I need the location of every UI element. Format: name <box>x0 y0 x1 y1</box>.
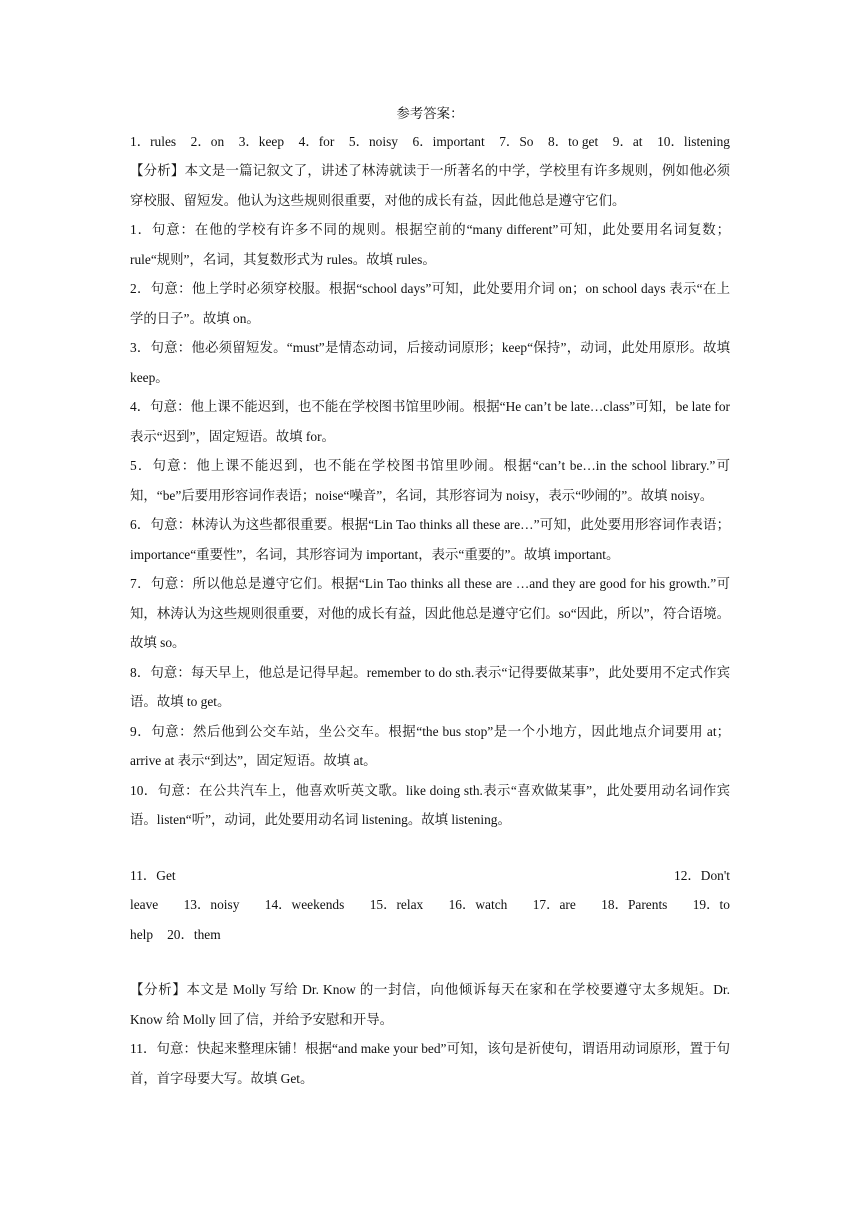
answer-item: 1．rules <box>130 134 177 149</box>
answer-item: 13．noisy <box>183 897 240 912</box>
explanation-3: 3．句意：他必须留短发。“must”是情态动词，后接动词原形；keep“保持”，动词，此处用原形。故填 keep。 <box>130 340 730 385</box>
answer-item: ． <box>687 867 701 883</box>
answer-page <box>130 100 730 1093</box>
answer-item: help <box>130 926 154 942</box>
answer-item: 2．on <box>190 134 225 149</box>
answer-row <box>130 861 730 891</box>
answer-item: Don't <box>700 867 730 883</box>
answer-item: 6．important <box>412 134 485 149</box>
explanation-2: 2．句意：他上学时必须穿校服。根据“school days”可知，此处要用介词 on；on school days 表示“在上学的日子”。故填 on。 <box>130 281 730 326</box>
explanation-5: 5．句意：他上课不能迟到，也不能在学校图书馆里吵闹。根据“can’t be…in the school library.”可知，“be”后要用形容词作表语；noise“噪音”，名词，其形容词为 noisy，表示“吵闹的”。故填 noisy。 <box>130 458 730 503</box>
explanation-7: 7．句意：所以他总是遵守它们。根据“Lin Tao thinks all these are …and they are good for his growth.”可知，林涛认为这些规则很重要，对他的成长有益，因此他总是遵守它们。so“因此，所以”，符合语境。故填 so。 <box>130 576 730 650</box>
explanation-4: 4．句意：他上课不能迟到，也不能在学校图书馆里吵闹。根据“He can’t be late…class”可知，be late for 表示“迟到”，固定短语。故填 for。 <box>130 399 730 444</box>
answer-item: Get <box>156 867 176 883</box>
explanation-1: 1．句意：在他的学校有许多不同的规则。根据空前的“many different”可知，此处要用名词复数；rule“规则”，名词，其复数形式为 rules。故填 rules。 <box>130 222 730 267</box>
answer-item: 15．relax <box>369 897 424 912</box>
answer-item: 11 <box>130 867 143 883</box>
explanation-10: 10．句意：在公共汽车上，他喜欢听英文歌。like doing sth.表示“喜欢做某事”，此处要用动名词作宾语。listen“听”，动词，此处要用动名词 listening。故填 listening。 <box>130 782 730 827</box>
analysis-paragraph-2: 【分析】本文是 Molly 写给 Dr. Know 的一封信，向他倾诉每天在家和在学校要遵守太多规矩。Dr. Know 给 Molly 回了信，并给予安慰和开导。 <box>130 982 730 1027</box>
answer-item: 3．keep <box>238 134 285 149</box>
answer-item: ． <box>142 867 157 883</box>
explanation-11: 11．句意：快起来整理床铺！根据“and make your bed”可知，该句是祈使句，谓语用动词原形，置于句首，首字母要大写。故填 Get。 <box>130 1041 730 1086</box>
answer-item: 14．weekends <box>264 897 345 912</box>
answer-item: 12 <box>674 867 688 883</box>
answer-item: 10．listening <box>657 134 730 149</box>
answer-key-2 <box>130 861 730 950</box>
explanation-9: 9．句意：然后他到公交车站，坐公交车。根据“the bus stop”是一个小地方，因此地点介词要用 at；arrive at 表示“到达”，固定短语。故填 at。 <box>130 723 730 768</box>
explanation-8: 8．句意：每天早上，他总是记得早起。remember to do sth.表示“记得要做某事”，此处要用不定式作宾语。故填 to get。 <box>130 664 730 709</box>
answer-item: 5．noisy <box>348 134 398 149</box>
answer-row <box>130 890 730 920</box>
answer-item: 18．Parents <box>601 897 668 912</box>
explanation-6: 6．句意：林涛认为这些都很重要。根据“Lin Tao thinks all these are…”可知，此处要用形容词作表语；importance“重要性”，名词，其形容词为 important，表示“重要的”。故填 important。 <box>130 517 730 562</box>
answer-item: 16．watch <box>448 897 508 912</box>
answer-item: 17．are <box>532 897 576 912</box>
answer-item: 19．to <box>692 897 730 912</box>
answer-item: 20．them <box>167 926 221 942</box>
answer-item: 7．So <box>499 134 534 149</box>
page-title: 参考答案： <box>396 106 464 121</box>
answer-item: 4．for <box>298 134 335 149</box>
answer-item: leave <box>130 897 159 912</box>
analysis-paragraph: 【分析】本文是一篇记叙文了，讲述了林涛就读于一所著名的中学，学校里有许多规则，例如他必须穿校服、留短发。他认为这些规则很重要，对他的成长有益，因此他总是遵守它们。 <box>130 163 730 208</box>
answer-item: 8．to get <box>548 134 599 149</box>
answer-row <box>130 920 730 950</box>
answer-item: 9．at <box>612 134 643 149</box>
answer-key-1 <box>130 128 730 156</box>
